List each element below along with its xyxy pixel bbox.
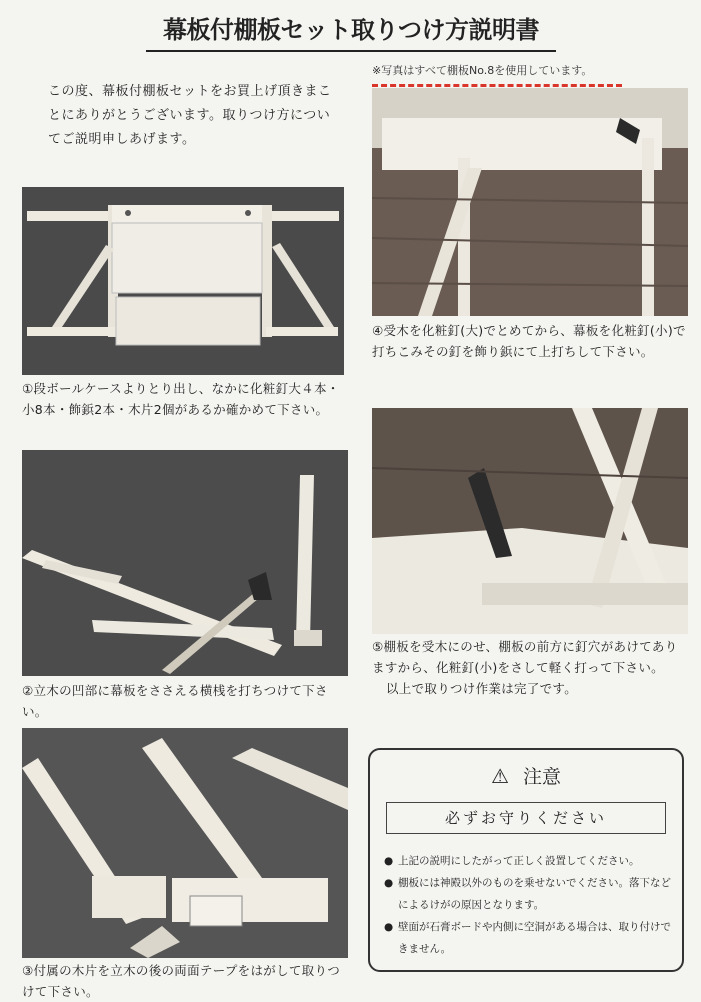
bullet-icon: ● — [384, 855, 394, 867]
photo-attach-wood-piece — [22, 728, 348, 958]
photo-shelf-board — [372, 408, 688, 634]
photo-note: ※写真はすべて棚板No.8を使用しています。 — [372, 64, 593, 77]
caution-item-text: 棚板には神殿以外のものを乗せないでください。落下などによるけがの原因となります。 — [398, 877, 671, 911]
caution-item-text: 上記の説明にしたがって正しく設置してください。 — [398, 855, 640, 867]
photo-attach-crossbar — [22, 450, 348, 676]
caution-item — [384, 872, 674, 916]
caution-title: 注意 — [522, 766, 561, 788]
step5-complete-text: 以上で取りつけ作業は完了です。 — [386, 681, 578, 696]
step5-text: ⑤棚板を受木にのせ、棚板の前方に釘穴があけてありますから、化粧釘(小)をさして軽く打って下さい。 — [372, 639, 678, 675]
step5-caption — [372, 636, 688, 699]
caution-item-text: 壁面が石膏ボードや内側に空洞がある場合は、取り付けできません。 — [398, 921, 671, 955]
photo-parts-layout — [22, 187, 344, 375]
step2-caption: ②立木の凹部に幕板をささえる横桟を打ちつけて下さい。 — [22, 683, 328, 719]
caution-heading — [370, 762, 682, 789]
caution-list — [384, 850, 674, 960]
step1-caption: ①段ボールケースよりとり出し、なかに化粧釘大４本・小8本・飾鋲2本・木片2個があるか確かめて下さい。 — [22, 381, 340, 417]
warning-triangle-icon: ⚠ — [491, 764, 509, 788]
caution-item — [384, 916, 674, 960]
page-title: 幕板付棚板セット取りつけ方説明書 — [146, 10, 556, 52]
step3-caption: ③付属の木片を立木の後の両面テープをはがして取りつけて下さい。 — [22, 963, 341, 999]
must-observe-banner: 必ずお守りください — [386, 802, 666, 834]
red-dashed-line — [372, 84, 622, 87]
caution-box — [368, 748, 684, 972]
caution-item — [384, 850, 674, 872]
bullet-icon: ● — [384, 877, 394, 889]
step4-caption: ④受木を化粧釘(大)でとめてから、幕板を化粧釘(小)で打ちこみその釘を飾り鋲にて上打ちして下さい。 — [372, 323, 686, 359]
bullet-icon: ● — [384, 921, 394, 933]
photo-mounted-header — [372, 88, 688, 316]
intro-text: この度、幕板付棚板セットをお買上げ頂きまことにありがとうございます。取りつけ方についてご説明申しあげます。 — [48, 84, 332, 147]
